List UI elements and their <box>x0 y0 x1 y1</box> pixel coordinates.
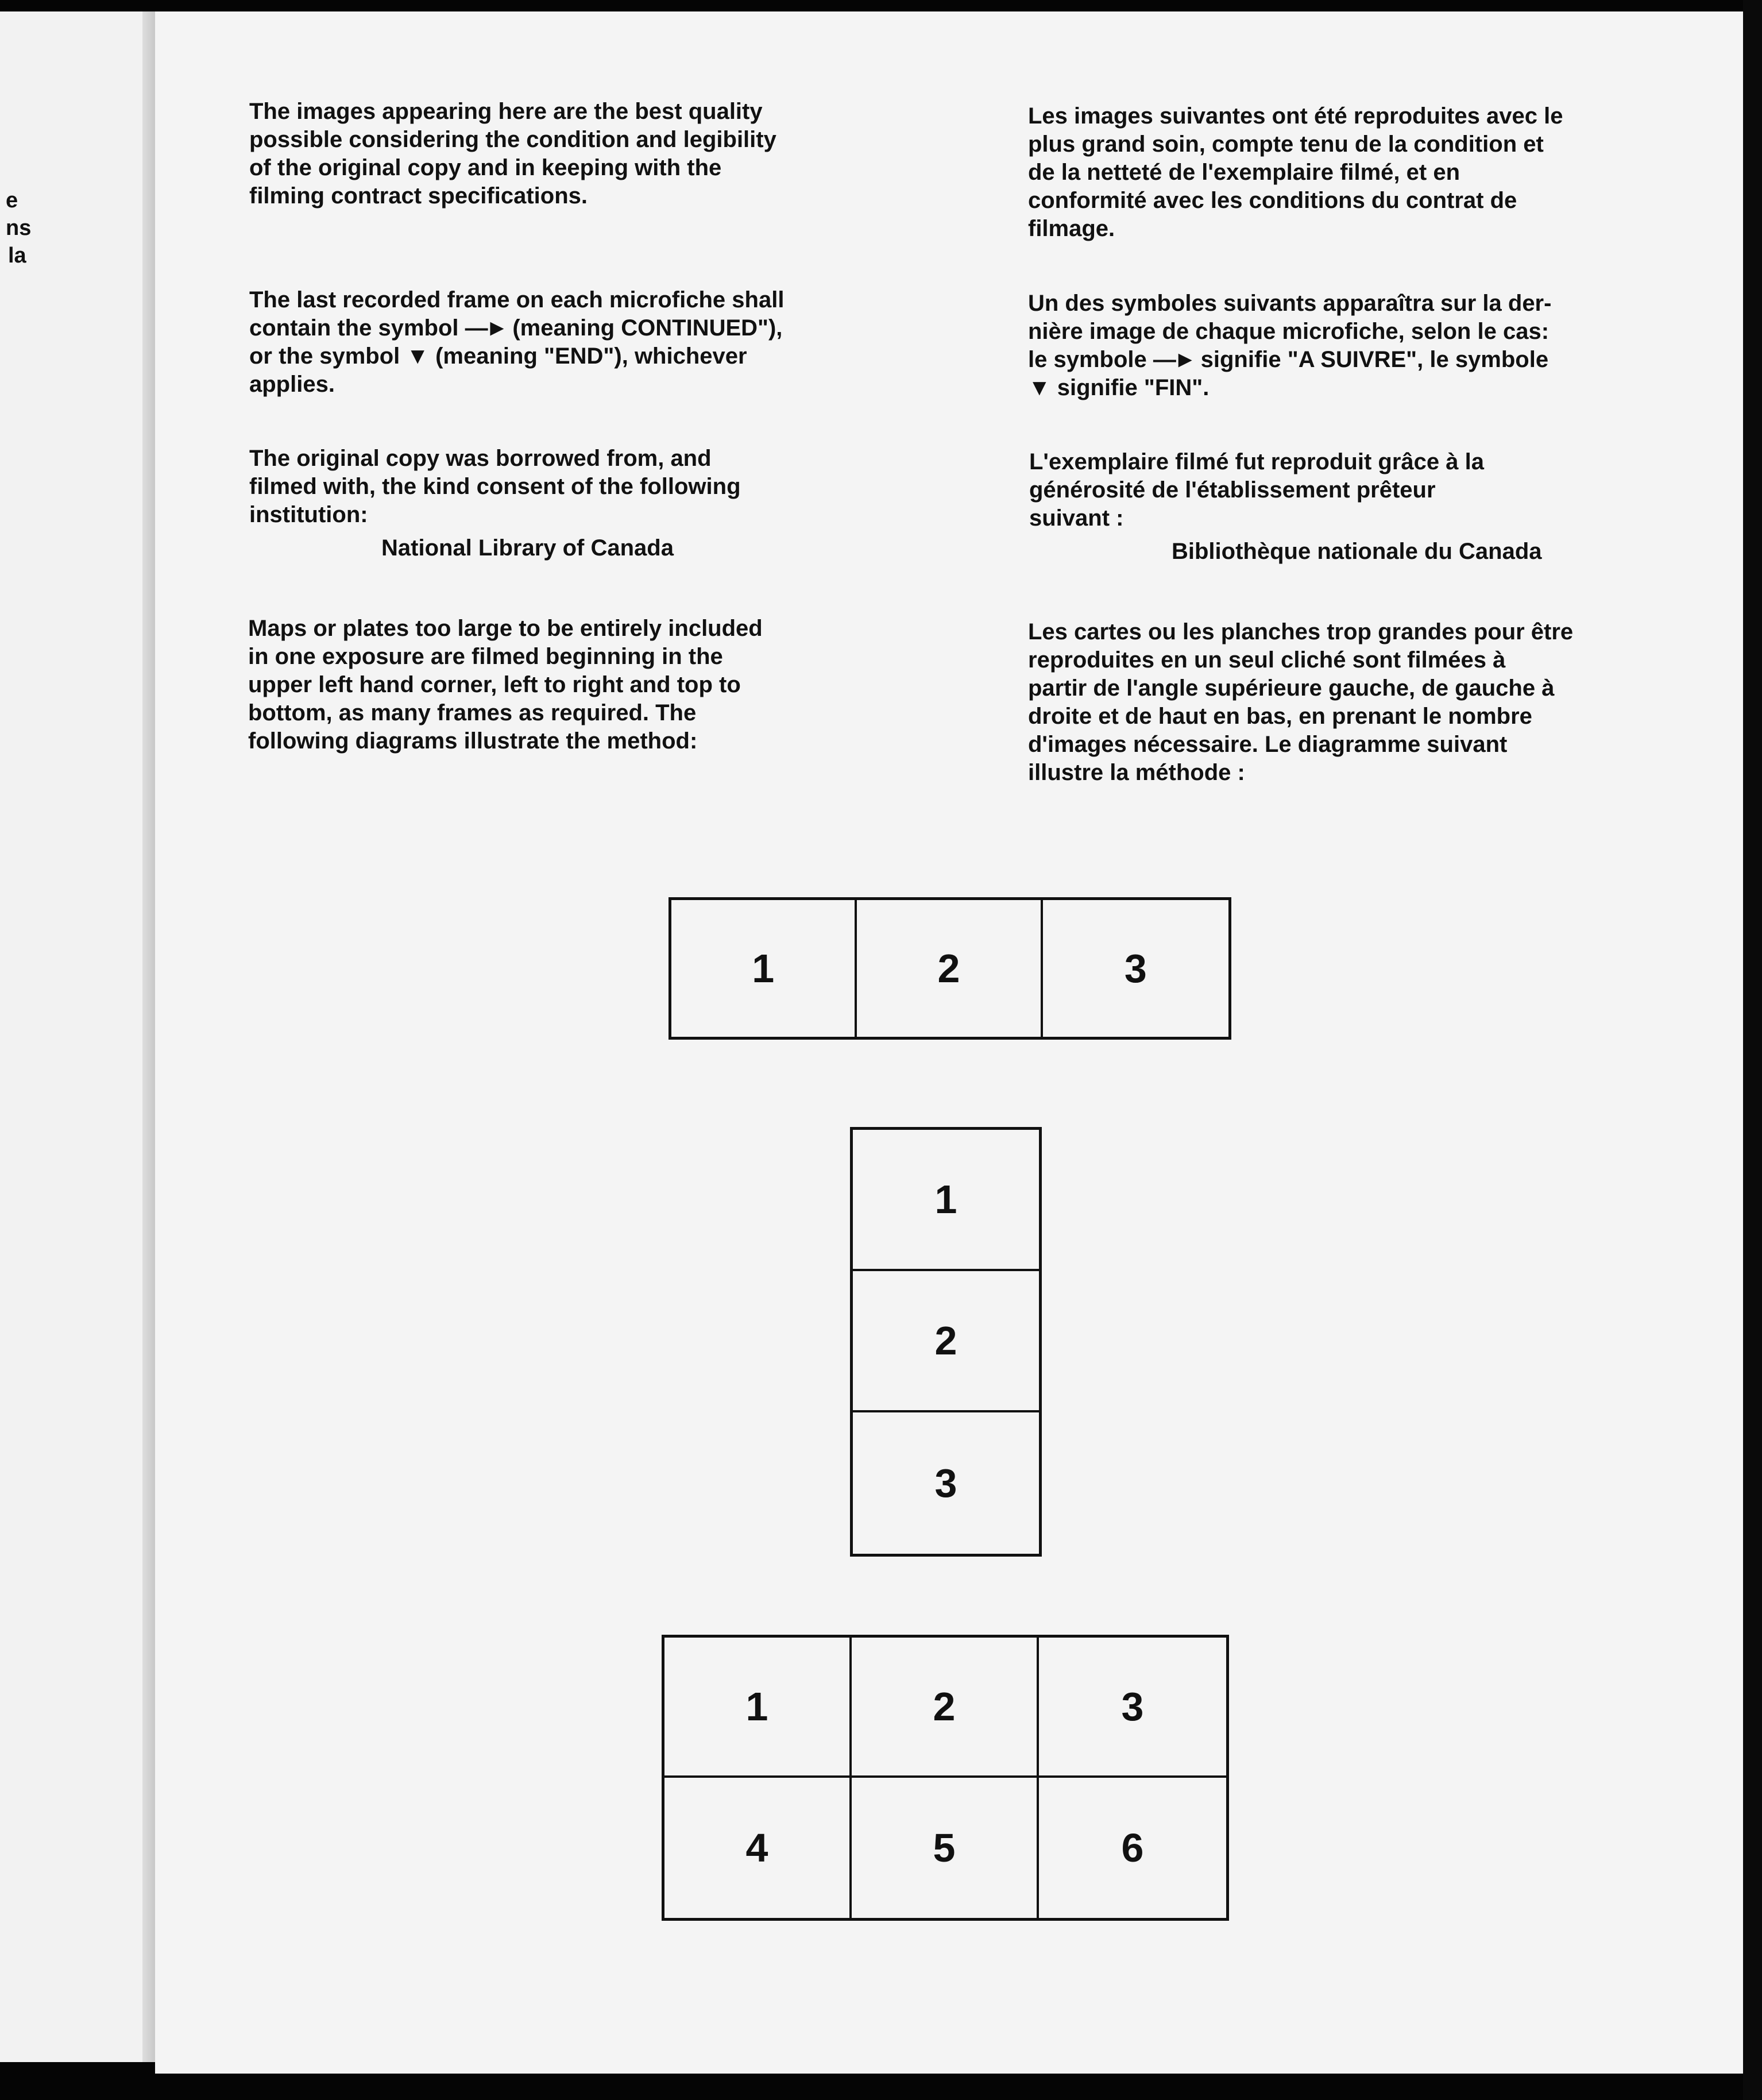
text-line: bottom, as many frames as required. The <box>248 700 697 725</box>
french-paragraph-borrowed <box>1029 448 1484 532</box>
text-line: The original copy was borrowed from, and <box>249 446 712 471</box>
diagram-grid-frames <box>662 1635 1229 1921</box>
text-line: following diagrams illustrate the method: <box>248 728 698 754</box>
text-line: possible considering the condition and legibility <box>249 127 776 152</box>
frame-cell: 2 <box>853 1271 1039 1412</box>
text-line: The last recorded frame on each microfiche shall <box>249 287 785 312</box>
french-paragraph-maps <box>1028 618 1573 787</box>
text-line: in one exposure are filmed beginning in the <box>248 644 723 669</box>
text-segment: or the symbol <box>249 343 400 369</box>
text-line: d'images nécessaire. Le diagramme suivant <box>1028 732 1508 757</box>
frame-cell: 2 <box>857 900 1042 1037</box>
text-line: Maps or plates too large to be entirely included <box>248 616 763 641</box>
text-line: illustre la méthode : <box>1028 760 1245 785</box>
english-paragraph-quality <box>249 98 776 210</box>
text-line: générosité de l'établissement prêteur <box>1029 477 1436 503</box>
text-line: nière image de chaque microfiche, selon le cas: <box>1028 319 1550 344</box>
frame-cell: 3 <box>1039 1638 1226 1778</box>
french-institution-name: Bibliothèque nationale du Canada <box>1172 539 1542 564</box>
left-page-edge <box>0 11 150 2062</box>
frame-cell: 3 <box>1124 946 1147 991</box>
text-line: The images appearing here are the best quality <box>249 99 763 124</box>
text-line <box>1028 374 1551 402</box>
text-line <box>249 342 784 370</box>
english-paragraph-borrowed <box>249 445 741 529</box>
frame-cell: 5 <box>852 1778 1039 1918</box>
diagram-row-frames <box>669 897 1231 1040</box>
text-line: filmage. <box>1028 216 1115 241</box>
text-line: suivant : <box>1029 505 1124 531</box>
french-paragraph-symbols <box>1028 289 1551 402</box>
end-triangle-icon: ▼ <box>1028 375 1051 400</box>
french-paragraph-quality <box>1028 102 1563 243</box>
text-line: de la netteté de l'exemplaire filmé, et en <box>1028 160 1460 185</box>
english-paragraph-maps <box>248 615 763 755</box>
text-segment: le symbole <box>1028 347 1147 372</box>
frame-cell: 6 <box>1121 1825 1144 1870</box>
text-segment: signifie "A SUIVRE", le symbole <box>1200 347 1549 372</box>
english-institution-name: National Library of Canada <box>381 535 674 561</box>
text-segment: contain the symbol <box>249 315 459 341</box>
text-line: institution: <box>249 502 368 527</box>
text-line: plus grand soin, compte tenu de la condition et <box>1028 132 1544 157</box>
text-line: of the original copy and in keeping with the <box>249 155 722 180</box>
text-line: Les images suivantes ont été reproduites avec le <box>1028 103 1563 129</box>
text-segment: (meaning CONTINUED"), <box>512 315 783 341</box>
continued-arrow-icon: —► <box>1153 347 1195 372</box>
text-line: Les cartes ou les planches trop grandes pour être <box>1028 619 1574 644</box>
text-line: L'exemplaire filmé fut reproduit grâce à la <box>1029 449 1484 474</box>
text-line <box>1028 346 1551 374</box>
end-triangle-icon: ▼ <box>406 343 429 369</box>
english-paragraph-symbols <box>249 286 784 399</box>
frame-cell: 3 <box>934 1461 957 1505</box>
continued-arrow-icon: —► <box>465 315 507 341</box>
diagram-column-frames <box>850 1127 1042 1557</box>
frame-cell: 1 <box>664 1638 852 1778</box>
text-line: filming contract specifications. <box>249 183 588 209</box>
left-fragment-1: e <box>6 188 18 213</box>
frame-cell: 1 <box>853 1130 1039 1271</box>
left-fragment-3: la <box>8 244 26 268</box>
text-line: reproduites en un seul cliché sont filmées à <box>1028 647 1506 673</box>
text-segment: (meaning "END"), whichever <box>435 343 747 369</box>
text-line: conformité avec les conditions du contrat de <box>1028 188 1517 213</box>
page-gutter-shadow <box>142 11 155 2062</box>
text-line <box>249 314 784 342</box>
text-line: applies. <box>249 372 335 397</box>
text-segment: signifie "FIN". <box>1057 375 1210 400</box>
frame-cell: 4 <box>664 1778 852 1918</box>
text-line: partir de l'angle supérieure gauche, de gauche à <box>1028 675 1555 701</box>
text-line: droite et de haut en bas, en prenant le nombre <box>1028 704 1532 729</box>
text-line: upper left hand corner, left to right and top to <box>248 672 741 697</box>
text-line: Un des symboles suivants apparaîtra sur la der- <box>1028 291 1552 316</box>
text-line: filmed with, the kind consent of the following <box>249 474 741 499</box>
frame-cell: 1 <box>671 900 857 1037</box>
left-fragment-2: ns <box>6 216 32 240</box>
film-border-right <box>1743 0 1762 2100</box>
frame-cell: 2 <box>852 1638 1039 1778</box>
